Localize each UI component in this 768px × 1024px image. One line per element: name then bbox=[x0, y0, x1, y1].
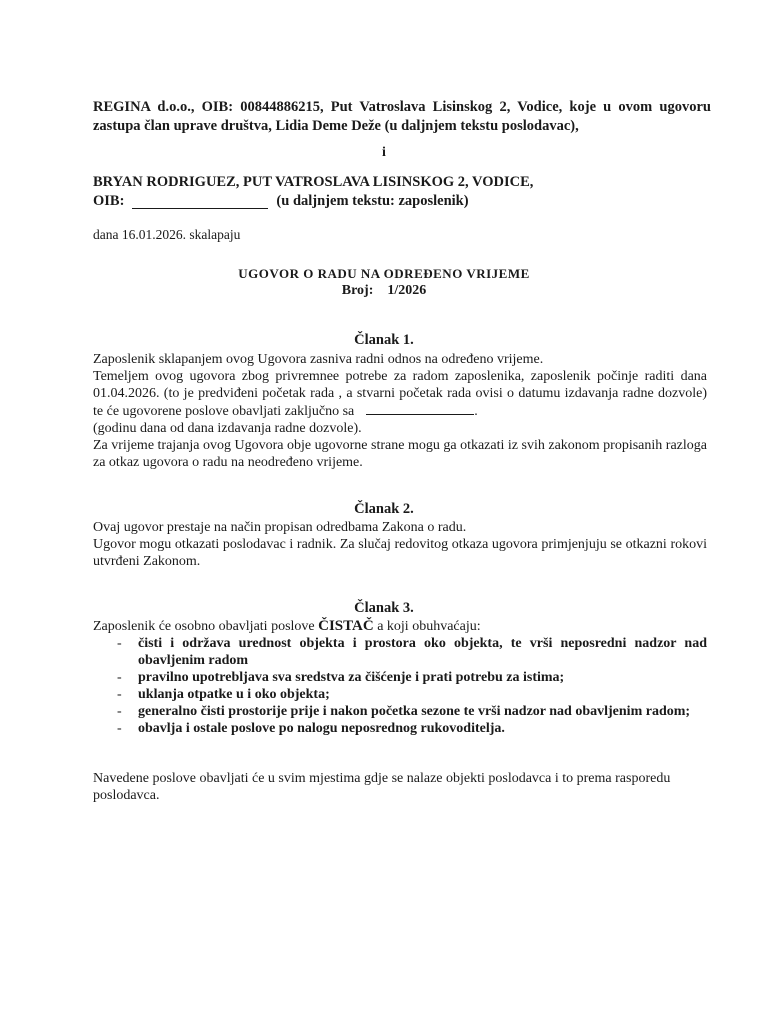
article-1-p2-tail: . bbox=[474, 404, 478, 419]
employee-oib-line bbox=[93, 192, 693, 211]
duty-text: pravilno upotrebljava sva sredstva za čišćenje i prati potrebu za istima; bbox=[138, 670, 565, 685]
duty-text: obavlja i ostale poslove po nalogu neposrednog rukovoditelja. bbox=[138, 721, 505, 736]
article-3-intro bbox=[93, 618, 707, 635]
bullet-dash: - bbox=[117, 636, 122, 651]
duty-text: uklanja otpatke u i oko objekta; bbox=[138, 687, 330, 702]
end-date-blank bbox=[366, 402, 474, 415]
article-2-heading: Članak 2. bbox=[354, 501, 414, 517]
duty-item bbox=[93, 669, 707, 686]
article-1-p1: Zaposlenik sklapanjem ovog Ugovora zasniva radni odnos na određeno vrijeme. bbox=[93, 352, 544, 367]
contract-number-label: Broj: bbox=[341, 283, 374, 298]
duty-text: generalno čisti prostorije prije i nakon početka sezone te vrši nadzor nad obavljenim radom; bbox=[138, 704, 691, 719]
article-2-p1: Ovaj ugovor prestaje na način propisan odredbama Zakona o radu. bbox=[93, 520, 467, 535]
employee-party bbox=[93, 173, 693, 211]
article-3-body bbox=[93, 618, 707, 737]
article-1-p3: (godinu dana od dana izdavanja radne dozvole). bbox=[93, 421, 362, 436]
article-3-heading: Članak 3. bbox=[354, 600, 414, 616]
duty-item bbox=[93, 686, 707, 703]
article-1-p2-text: Temeljem ovog ugovora zbog privremnee potrebe za radom zaposlenika, zaposlenik počinje raditi dana 01.04.2026. (to je predviđeni početak rada , a stvarni početak rada ovisi o datumu izdavanja radne dozvole) te će ugovorene poslove obavljati zaključno sa bbox=[93, 369, 707, 419]
contract-title: UGOVOR O RADU NA ODREĐENO VRIJEME bbox=[238, 266, 530, 281]
employee-oib-blank bbox=[132, 194, 268, 209]
employee-name-address: BRYAN RODRIGUEZ, PUT VATROSLAVA LISINSKOG 2, VODICE, bbox=[93, 174, 534, 190]
duty-item bbox=[93, 703, 707, 720]
bullet-dash: - bbox=[117, 670, 122, 685]
employee-suffix: (u daljnjem tekstu: zaposlenik) bbox=[276, 193, 469, 209]
bullet-dash: - bbox=[117, 721, 122, 736]
party-conjunction: i bbox=[382, 145, 386, 160]
employee-oib-label: OIB: bbox=[93, 193, 125, 209]
employer-party: REGINA d.o.o., OIB: 00844886215, Put Vatroslava Lisinskog 2, Vodice, koje u ovom ugovoru zastupa član uprave društva, Lidia Deme Deže (u daljnjem tekstu poslodavac), bbox=[93, 99, 711, 134]
contract-title-block bbox=[0, 265, 768, 299]
job-role: ČISTAČ bbox=[318, 618, 374, 634]
article-1-heading: Članak 1. bbox=[354, 332, 414, 348]
contract-date-line: dana 16.01.2026. skalapaju bbox=[93, 227, 241, 242]
article-3-intro-pre: Zaposlenik će osobno obavljati poslove bbox=[93, 619, 315, 634]
article-2-p2: Ugovor mogu otkazati poslodavac i radnik. Za slučaj redovitog otkaza ugovora primjenjuju se otkazni rokovi utvrđeni Zakonom. bbox=[93, 537, 707, 569]
article-2-body bbox=[93, 519, 707, 570]
article-3-intro-post: a koji obuhvaćaju: bbox=[377, 619, 481, 634]
article-1-body bbox=[93, 351, 707, 471]
contract-number-value: 1/2026 bbox=[387, 283, 427, 298]
duty-text: čisti i održava urednost objekta i prostora oko objekta, te vrši neposredni nadzor nad obavljenim radom bbox=[138, 636, 707, 668]
contract-number bbox=[0, 282, 768, 299]
article-1-p4: Za vrijeme trajanja ovog Ugovora obje ugovorne strane mogu ga otkazati iz svih zakonom propisanih razloga za otkaz ugovora o radu na neodređeno vrijeme. bbox=[93, 438, 707, 470]
article-1-p2 bbox=[93, 368, 707, 420]
article-3-closing: Navedene poslove obavljati će u svim mjestima gdje se nalaze objekti poslodavca i to prema rasporedu poslodavca. bbox=[93, 771, 671, 803]
duty-item bbox=[93, 720, 707, 737]
bullet-dash: - bbox=[117, 687, 122, 702]
bullet-dash: - bbox=[117, 704, 122, 719]
duties-list bbox=[93, 635, 707, 737]
duty-item bbox=[93, 635, 707, 669]
